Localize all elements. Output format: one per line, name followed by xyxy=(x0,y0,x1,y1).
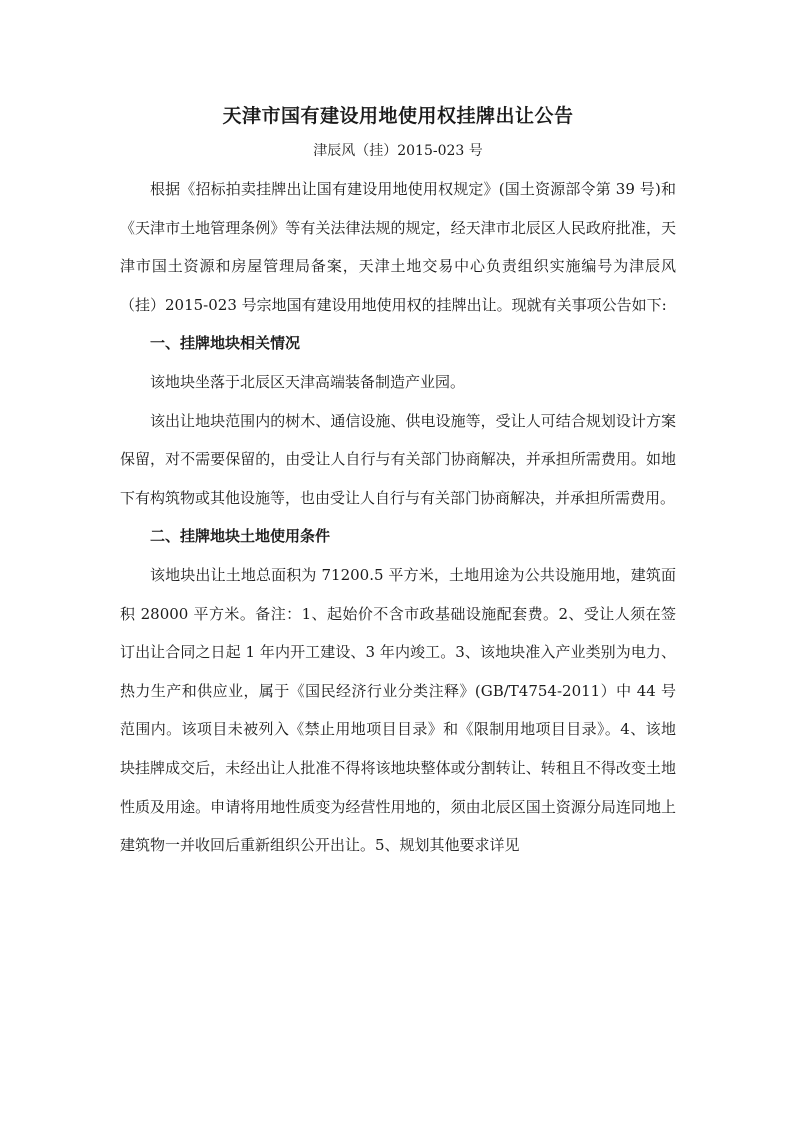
document-page xyxy=(120,98,676,865)
body-paragraph: 该地块坐落于北辰区天津高端装备制造产业园。 xyxy=(150,372,466,391)
document-title: 天津市国有建设用地使用权挂牌出让公告 xyxy=(222,105,574,127)
body-paragraph: 该出让地块范围内的树木、通信设施、供电设施等，受让人可结合规划设计方案保留，对不需要保留的，由受让人自行与有关部门协商解决，并承担所需费用。如地下有构筑物或其他设施等，也由受让人自行与有关部门协商解决，并承担所需费用。 xyxy=(120,411,676,507)
section-1 xyxy=(120,324,676,517)
section-heading: 二、挂牌地块土地使用条件 xyxy=(150,527,331,546)
body-paragraph: 该地块出让土地总面积为 71200.5 平方米，土地用途为公共设施用地，建筑面积 28000 平方米。备注：1、起始价不含市政基础设施配套费。2、受让人须在签订出让合同之日起 1 年内开工建设、3 年内竣工。3、该地块准入产业类别为电力、热力生产和供应业，属于《国民经济行业分类注释》(GB/T4754-2011）中 44 号范围内。该项目未被列入《禁止用地项目目录》和《限制用地项目目录》。4、该地块挂牌成交后，未经出让人批准不得将该地块整体或分割转让、转租且不得改变土地性质及用途。申请将用地性质变为经营性用地的，须由北辰区国土资源分局连同地上建筑物一并收回后重新组织公开出让。5、规划其他要求详见 xyxy=(120,565,676,855)
intro-paragraph: 根据《招标拍卖挂牌出让国有建设用地使用权规定》(国土资源部令第 39 号)和《天津市土地管理条例》等有关法律法规的规定，经天津市北辰区人民政府批准，天津市国土资源和房屋管理局备案，天津土地交易中心负责组织实施编号为津辰风（挂）2015-023 号宗地国有建设用地使用权的挂牌出让。现就有关事项公告如下: xyxy=(120,180,676,314)
section-2 xyxy=(120,517,676,864)
section-heading: 一、挂牌地块相关情况 xyxy=(150,334,301,353)
document-number: 津辰风（挂）2015-023 号 xyxy=(313,143,483,159)
